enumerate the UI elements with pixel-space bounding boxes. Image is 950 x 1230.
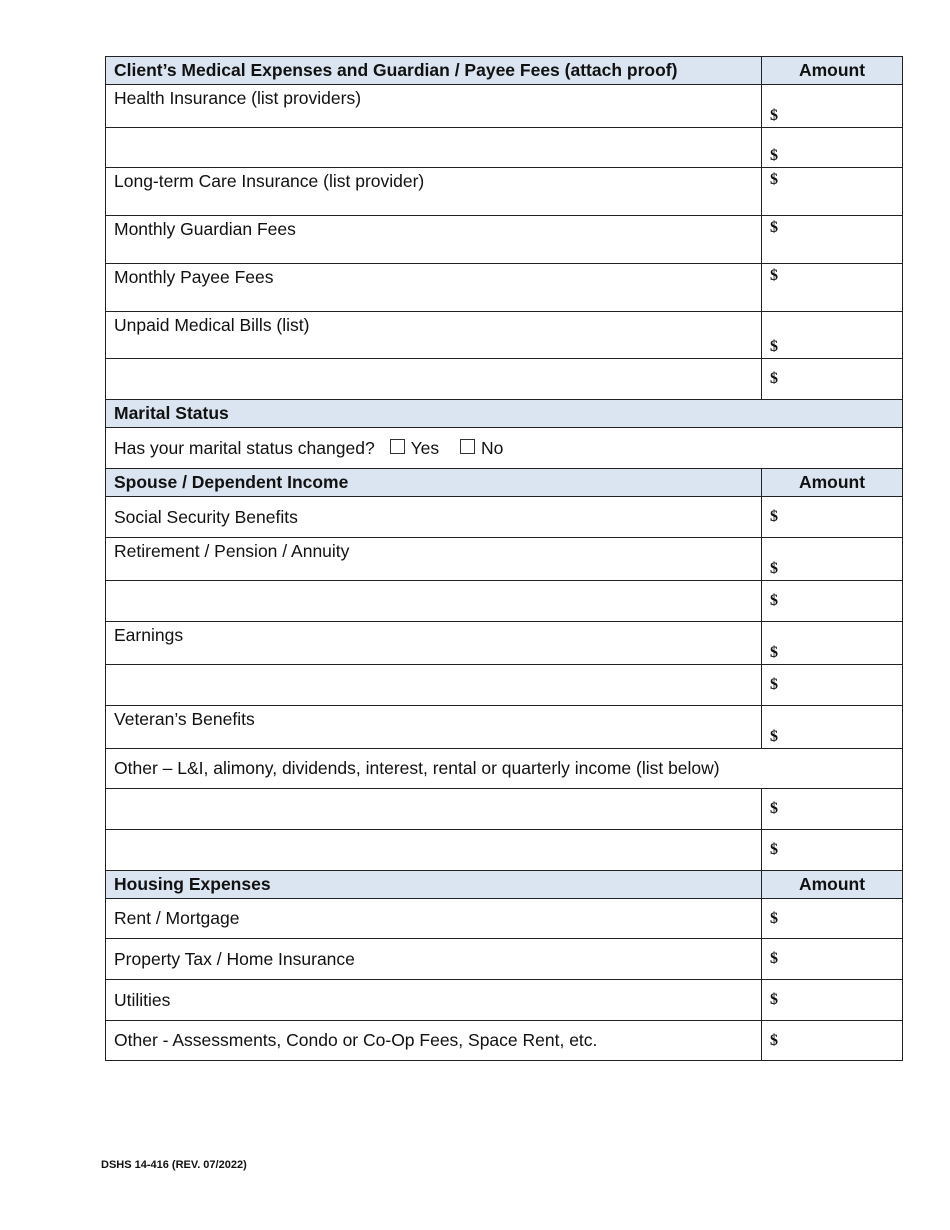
marital-question-label: Has your marital status changed? <box>114 437 375 458</box>
unpaid-bills-extra-field[interactable] <box>106 359 762 400</box>
rent-row <box>106 899 903 939</box>
dollar-sign: $ <box>770 560 778 577</box>
payee-fees-amount-field[interactable] <box>762 264 903 312</box>
other-income-line-2 <box>106 830 903 871</box>
payee-fees-label[interactable]: Monthly Payee Fees <box>106 264 762 312</box>
retirement-extra-amount-field[interactable] <box>762 581 903 622</box>
dollar-sign: $ <box>770 644 778 661</box>
other-income-label: Other – L&I, alimony, dividends, interest, rental or quarterly income (list below) <box>106 749 903 789</box>
other-income-field-1[interactable] <box>106 789 762 830</box>
earnings-row <box>106 622 903 665</box>
payee-fees-row <box>106 264 903 312</box>
guardian-fees-amount-field[interactable] <box>762 216 903 264</box>
dollar-sign: $ <box>770 338 778 355</box>
veterans-label[interactable]: Veteran’s Benefits <box>106 706 762 749</box>
earnings-extra-row <box>106 665 903 706</box>
unpaid-bills-row <box>106 312 903 359</box>
dollar-sign: $ <box>770 508 778 525</box>
housing-section-title: Housing Expenses <box>106 871 762 899</box>
ltc-insurance-label[interactable]: Long-term Care Insurance (list provider) <box>106 168 762 216</box>
marital-section-title: Marital Status <box>106 400 903 428</box>
unpaid-bills-extra-row <box>106 359 903 400</box>
retirement-extra-field[interactable] <box>106 581 762 622</box>
no-label: No <box>481 437 504 458</box>
dollar-sign: $ <box>770 592 778 609</box>
expense-form-table <box>105 56 903 1061</box>
dollar-sign: $ <box>770 950 778 967</box>
dollar-sign: $ <box>770 370 778 387</box>
dollar-sign: $ <box>770 991 778 1008</box>
rent-amount-field[interactable] <box>762 899 903 939</box>
amount-column-header: Amount <box>762 871 903 899</box>
yes-checkbox[interactable] <box>390 439 405 454</box>
property-tax-label[interactable]: Property Tax / Home Insurance <box>106 939 762 980</box>
dollar-sign: $ <box>770 728 778 745</box>
marital-question-cell <box>106 428 903 469</box>
retirement-label[interactable]: Retirement / Pension / Annuity <box>106 538 762 581</box>
health-insurance-extra-row <box>106 128 903 168</box>
unpaid-bills-extra-amount-field[interactable] <box>762 359 903 400</box>
social-security-row <box>106 497 903 538</box>
utilities-amount-field[interactable] <box>762 980 903 1021</box>
health-insurance-extra-amount-field[interactable] <box>762 128 903 168</box>
amount-column-header: Amount <box>762 469 903 497</box>
other-income-amount-field-2[interactable] <box>762 830 903 871</box>
property-tax-amount-field[interactable] <box>762 939 903 980</box>
other-income-row <box>106 749 903 789</box>
retirement-row <box>106 538 903 581</box>
dollar-sign: $ <box>770 1031 778 1049</box>
ltc-insurance-amount-field[interactable] <box>762 168 903 216</box>
spouse-header-row <box>106 469 903 497</box>
health-insurance-extra-field[interactable] <box>106 128 762 168</box>
rent-label[interactable]: Rent / Mortgage <box>106 899 762 939</box>
dollar-sign: $ <box>770 909 778 927</box>
social-security-label[interactable]: Social Security Benefits <box>106 497 762 538</box>
veterans-amount-field[interactable] <box>762 706 903 749</box>
health-insurance-row <box>106 85 903 128</box>
veterans-row <box>106 706 903 749</box>
other-income-line-1 <box>106 789 903 830</box>
utilities-label[interactable]: Utilities <box>106 980 762 1021</box>
retirement-amount-field[interactable] <box>762 538 903 581</box>
earnings-amount-field[interactable] <box>762 622 903 665</box>
form-number-footer: DSHS 14-416 (REV. 07/2022) <box>101 1159 247 1171</box>
marital-header-row <box>106 400 903 428</box>
medical-header-row <box>106 57 903 85</box>
dollar-sign: $ <box>770 219 778 236</box>
housing-header-row <box>106 871 903 899</box>
housing-other-amount-field[interactable] <box>762 1021 903 1061</box>
housing-other-label[interactable]: Other - Assessments, Condo or Co-Op Fees, Space Rent, etc. <box>106 1021 762 1061</box>
retirement-extra-row <box>106 581 903 622</box>
other-income-amount-field-1[interactable] <box>762 789 903 830</box>
guardian-fees-label[interactable]: Monthly Guardian Fees <box>106 216 762 264</box>
dollar-sign: $ <box>770 171 778 188</box>
dollar-sign: $ <box>770 107 778 124</box>
social-security-amount-field[interactable] <box>762 497 903 538</box>
earnings-label[interactable]: Earnings <box>106 622 762 665</box>
marital-question-row <box>106 428 903 469</box>
spouse-section-title: Spouse / Dependent Income <box>106 469 762 497</box>
dollar-sign: $ <box>770 800 778 817</box>
housing-other-row <box>106 1021 903 1061</box>
medical-section-title: Client’s Medical Expenses and Guardian / Payee Fees (attach proof) <box>106 57 762 85</box>
health-insurance-label[interactable]: Health Insurance (list providers) <box>106 85 762 128</box>
dollar-sign: $ <box>770 147 778 164</box>
dollar-sign: $ <box>770 267 778 284</box>
dollar-sign: $ <box>770 676 778 693</box>
property-tax-row <box>106 939 903 980</box>
ltc-insurance-row <box>106 168 903 216</box>
amount-column-header: Amount <box>762 57 903 85</box>
earnings-extra-amount-field[interactable] <box>762 665 903 706</box>
other-income-field-2[interactable] <box>106 830 762 871</box>
unpaid-bills-amount-field[interactable] <box>762 312 903 359</box>
health-insurance-amount-field[interactable] <box>762 85 903 128</box>
utilities-row <box>106 980 903 1021</box>
yes-label: Yes <box>410 437 440 458</box>
unpaid-bills-label[interactable]: Unpaid Medical Bills (list) <box>106 312 762 359</box>
earnings-extra-field[interactable] <box>106 665 762 706</box>
guardian-fees-row <box>106 216 903 264</box>
no-checkbox[interactable] <box>460 439 475 454</box>
dollar-sign: $ <box>770 841 778 858</box>
